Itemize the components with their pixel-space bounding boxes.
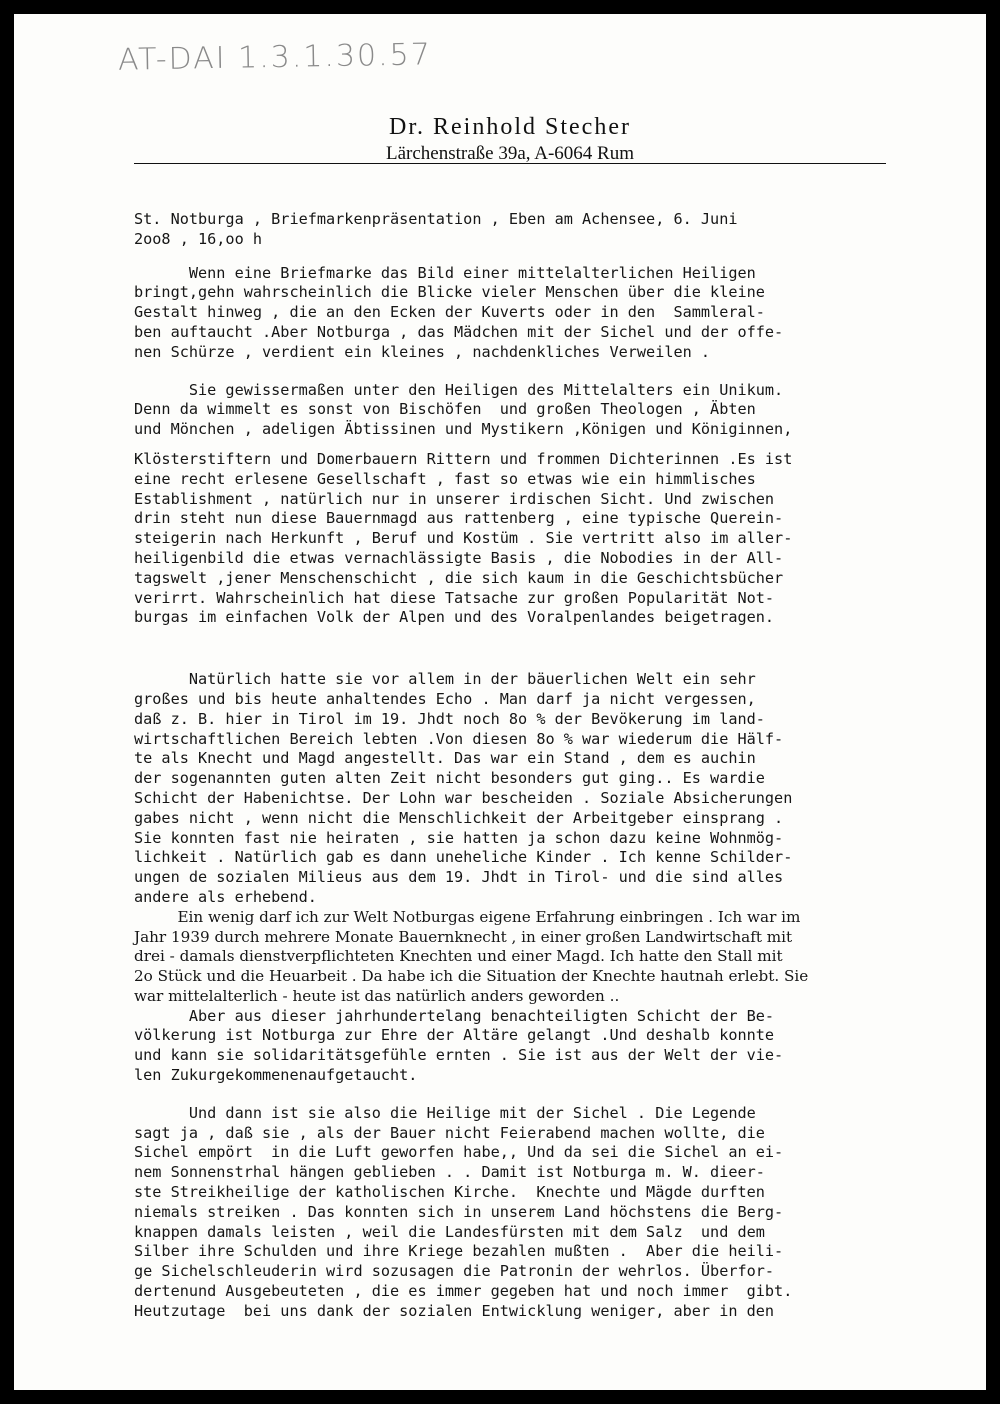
text-line: der sogenannten guten alten Zeit nicht besonders gut ging.. Es wardie <box>134 769 765 788</box>
paragraph-4 <box>134 908 984 1007</box>
paragraph-6 <box>134 1104 984 1322</box>
letterhead <box>14 114 986 165</box>
text-line: nen Schürze , verdient ein kleines , nachdenkliches Verweilen . <box>134 342 711 361</box>
text-line: drei - damals dienstverpflichteten Knechten und einer Magd. Ich hatte den Stall mit <box>134 947 783 966</box>
text-line: sagt ja , daß sie , als der Bauer nicht Feierabend machen wollte, die <box>134 1123 765 1142</box>
text-line: bringt,gehn wahrscheinlich die Blicke vieler Menschen über die kleine <box>134 283 765 302</box>
text-line: tagswelt ,jener Menschenschicht , die sich kaum in die Geschichtsbücher <box>134 568 784 587</box>
text-line: wirtschaftlichen Bereich lebten .Von diesen 8o % war wiederum die Hälf- <box>134 729 784 748</box>
text-line: Denn da wimmelt es sonst von Bischöfen und großen Theologen , Äbten <box>134 400 756 419</box>
text-line: Jahr 1939 durch mehrere Monate Bauernknecht , in einer großen Landwirtschaft mit <box>134 927 793 946</box>
text-line: Establishment , natürlich nur in unserer irdischen Sicht. Und zwischen <box>134 489 775 508</box>
text-line: steigerin nach Herkunft , Beruf und Kostüm . Sie vertritt also im aller- <box>134 529 793 548</box>
document-page <box>14 14 986 1390</box>
text-line: len Zukurgekommenenaufgetaucht. <box>134 1066 418 1085</box>
text-line: niemals streiken . Das konnten sich in unserem Land höchstens die Berg- <box>134 1202 784 1221</box>
text-line: andere als erhebend. <box>134 887 317 906</box>
text-line: Gestalt hinweg , die an den Ecken der Kuverts oder in den Sammleral- <box>134 303 765 322</box>
text-line: Aber aus dieser jahrhundertelang benachteiligten Schicht der Be- <box>134 1006 775 1025</box>
text-line: verirrt. Wahrscheinlich hat diese Tatsache zur großen Popularität Not- <box>134 588 775 607</box>
heading-line: St. Notburga , Briefmarkenpräsentation , Eben am Achensee, 6. Juni <box>134 210 738 228</box>
text-line: Sie gewissermaßen unter den Heiligen des Mittelalters ein Unikum. <box>134 380 784 399</box>
text-line: und Mönchen , adeligen Äbtissinen und Mystikern ,Königen und Königinnen, <box>134 420 793 439</box>
letterhead-name: Dr. Reinhold Stecher <box>389 114 631 140</box>
paragraph-3 <box>134 670 984 908</box>
text-line: ge Sichelschleuderin wird sozusagen die Patronin der wehrlos. Überfor- <box>134 1262 775 1281</box>
text-line: gabes nicht , wenn nicht die Menschlichkeit der Arbeitgeber einsprang . <box>134 808 784 827</box>
letter-body <box>134 210 984 1322</box>
archive-reference-note: AT-DAI 1.3.1.30.57 <box>117 37 433 78</box>
text-line: heiligenbild die etwas vernachlässigte Basis , die Nobodies in der All- <box>134 548 784 567</box>
text-line: 2o Stück und die Heuarbeit . Da habe ich die Situation der Knechte hautnah erlebt. Sie <box>134 967 809 986</box>
text-line: ungen de sozialen Milieus aus dem 19. Jhdt in Tirol- und die sind alles <box>134 868 784 887</box>
text-line: war mittelalterlich - heute ist das natürlich anders geworden .. <box>134 986 620 1005</box>
text-line: großes und bis heute anhaltendes Echo . Man darf ja nicht vergessen, <box>134 689 756 708</box>
text-line: Sie konnten fast nie heiraten , sie hatten ja schon dazu keine Wohnmög- <box>134 828 784 847</box>
text-line: lichkeit . Natürlich gab es dann uneheliche Kinder . Ich kenne Schilder- <box>134 848 793 867</box>
text-line: völkerung ist Notburga zur Ehre der Altäre gelangt .Und deshalb konnte <box>134 1026 775 1045</box>
text-line: und kann sie solidaritätsgefühle ernten . Sie ist aus der Welt der vie- <box>134 1046 784 1065</box>
text-line: Heutzutage bei uns dank der sozialen Entwicklung weniger, aber in den <box>134 1301 775 1320</box>
text-line: Wenn eine Briefmarke das Bild einer mittelalterlichen Heiligen <box>134 263 756 282</box>
text-line: daß z. B. hier in Tirol im 19. Jhdt noch 8o % der Bevökerung im land- <box>134 709 765 728</box>
paragraph-2 <box>134 381 984 629</box>
text-line: Sichel empört in die Luft geworfen habe,, Und da sei die Sichel an ei- <box>134 1143 784 1162</box>
text-line: nem Sonnenstrhal hängen geblieben . . Damit ist Notburga m. W. dieer- <box>134 1163 765 1182</box>
letterhead-address: Lärchenstraße 39a, A-6064 Rum <box>386 143 634 164</box>
text-line: te als Knecht und Magd angestellt. Das war ein Stand , dem es auchin <box>134 749 756 768</box>
text-line: eine recht erlesene Gesellschaft , fast so etwas wie ein himmlisches <box>134 469 756 488</box>
text-line: Natürlich hatte sie vor allem in der bäuerlichen Welt ein sehr <box>134 670 756 689</box>
text-line: drin steht nun diese Bauernmagd aus rattenberg , eine typische Querein- <box>134 509 784 528</box>
text-line: Schicht der Habenichtse. Der Lohn war bescheiden . Soziale Absicherungen <box>134 788 793 807</box>
text-line: Und dann ist sie also die Heilige mit der Sichel . Die Legende <box>134 1103 756 1122</box>
text-line: ben auftaucht .Aber Notburga , das Mädchen mit der Sichel und der offe- <box>134 322 784 341</box>
paragraph-5 <box>134 1007 984 1086</box>
heading-block <box>134 210 984 250</box>
paragraph-1 <box>134 264 984 363</box>
text-line: dertenund Ausgebeuteten , die es immer gegeben hat und noch immer gibt. <box>134 1282 793 1301</box>
text-line: Silber ihre Schulden und ihre Kriege bezahlen mußten . Aber die heili- <box>134 1242 784 1261</box>
text-line: knappen damals leisten , weil die Landesfürsten mit dem Salz und dem <box>134 1222 765 1241</box>
letterhead-rule <box>134 163 886 164</box>
text-line: ste Streikheilige der katholischen Kirche. Knechte und Mägde durften <box>134 1183 765 1202</box>
text-line: Klösterstiftern und Domerbauern Rittern und frommen Dichterinnen .Es ist <box>134 449 793 468</box>
text-line: burgas im einfachen Volk der Alpen und des Voralpenlandes beigetragen. <box>134 608 775 627</box>
heading-line: 2oo8 , 16,oo h <box>134 229 263 248</box>
text-line: Ein wenig darf ich zur Welt Notburgas eigene Erfahrung einbringen . Ich war im <box>134 907 801 926</box>
